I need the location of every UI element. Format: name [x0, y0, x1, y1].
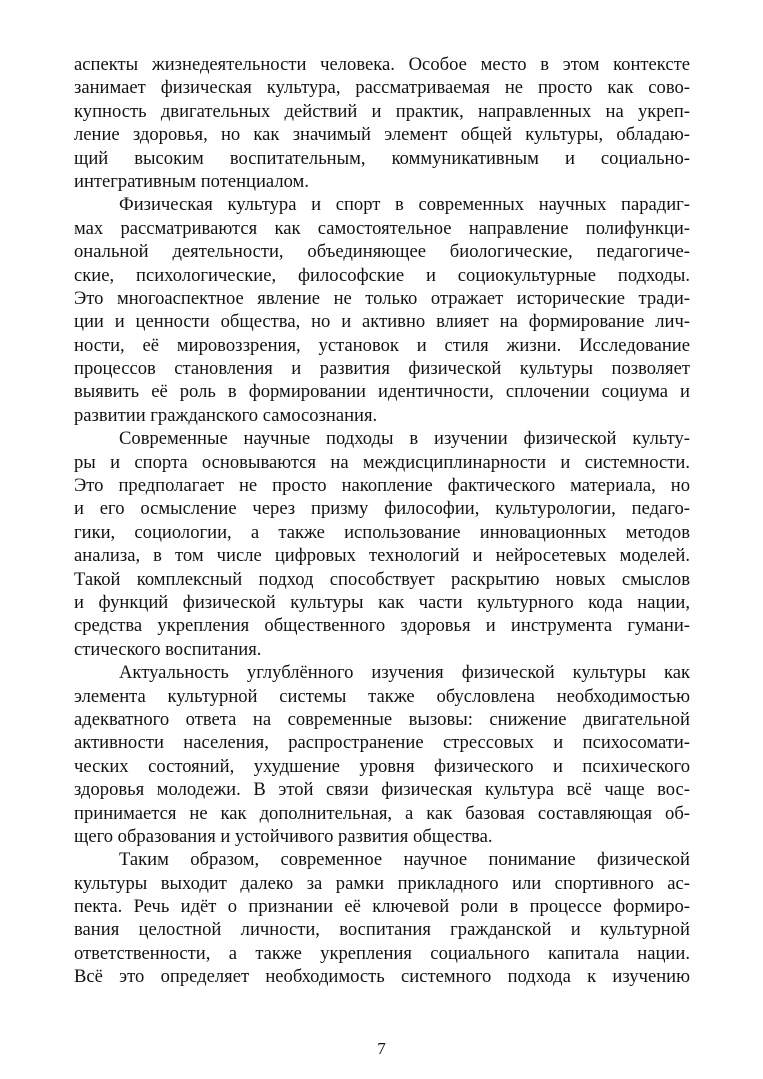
text-line: вания целостной личности, воспитания гражданской и культурной — [74, 919, 690, 941]
text-line: ческих состояний, ухудшение уровня физического и психического — [74, 755, 690, 777]
body-text — [74, 53, 690, 989]
text-line: адекватного ответа на современные вызовы: снижение двигательной — [74, 708, 690, 730]
text-line: Это предполагает не просто накопление фактического материала, но — [74, 475, 690, 497]
text-line: развитии гражданского самосознания. — [74, 404, 378, 426]
text-line: средства укрепления общественного здоровья и инструмента гумани- — [74, 615, 690, 637]
text-line: анализа, в том числе цифровых технологий и нейросетевых моделей. — [74, 545, 690, 567]
text-line: Актуальность углублённого изучения физической культуры как — [119, 662, 690, 684]
text-line: здоровья молодежи. В этой связи физическая культура всё чаще вос- — [74, 779, 690, 801]
text-line: купность двигательных действий и практик, направленных на укреп- — [74, 100, 690, 122]
text-line: Современные научные подходы в изучении физической культу- — [119, 428, 690, 450]
text-line: ональной деятельности, объединяющее биологические, педагогиче- — [74, 241, 690, 263]
text-line: гики, социологии, а также использование инновационных методов — [74, 521, 690, 543]
text-line: мах рассматриваются как самостоятельное направление полифункци- — [74, 217, 690, 239]
text-line: занимает физическая культура, рассматриваемая не просто как сово- — [74, 77, 690, 99]
text-line: Это многоаспектное явление не только отражает исторические тради- — [74, 287, 690, 309]
text-line: ление здоровья, но как значимый элемент общей культуры, обладаю- — [74, 124, 690, 146]
text-line: ности, её мировоззрения, установок и стиля жизни. Исследование — [74, 334, 690, 356]
text-line: ответственности, а также укрепления социального капитала нации. — [74, 942, 690, 964]
text-line: аспекты жизнедеятельности человека. Особое место в этом контексте — [74, 54, 690, 75]
text-line: Физическая культура и спорт в современных научных парадиг- — [119, 194, 690, 216]
text-line: Всё это определяет необходимость системного подхода к изучению — [74, 966, 690, 988]
text-line: и его осмысление через призму философии, культурологии, педаго- — [74, 498, 690, 520]
page-number: 7 — [377, 1039, 386, 1058]
text-line: щий высоким воспитательным, коммуникативным и социально- — [74, 147, 690, 169]
text-line: пекта. Речь идёт о признании её ключевой роли в процессе формиро- — [74, 896, 690, 918]
text-line: активности населения, распространение стрессовых и психосомати- — [74, 732, 690, 754]
text-line: и функций физической культуры как части культурного кода нации, — [74, 591, 690, 613]
text-line: Таким образом, современное научное понимание физической — [119, 849, 690, 871]
text-line: ры и спорта основываются на междисциплинарности и системности. — [74, 451, 690, 473]
text-line: процессов становления и развития физической культуры позволяет — [74, 358, 690, 380]
text-line: выявить её роль в формировании идентичности, сплочении социума и — [74, 381, 690, 403]
text-line: принимается не как дополнительная, а как базовая составляющая об- — [74, 802, 690, 824]
text-line: ские, психологические, философские и социокультурные подходы. — [74, 264, 690, 286]
text-line: Такой комплексный подход способствует раскрытию новых смыслов — [74, 568, 690, 590]
text-line: стического воспитания. — [74, 638, 262, 660]
text-line: ции и ценности общества, но и активно влияет на формирование лич- — [74, 311, 690, 333]
text-line: культуры выходит далеко за рамки прикладного или спортивного ас- — [74, 872, 690, 894]
text-line: интегративным потенциалом. — [74, 170, 309, 192]
text-line: элемента культурной системы также обусловлена необходимостью — [74, 685, 690, 707]
text-line: щего образования и устойчивого развития общества. — [74, 825, 493, 847]
